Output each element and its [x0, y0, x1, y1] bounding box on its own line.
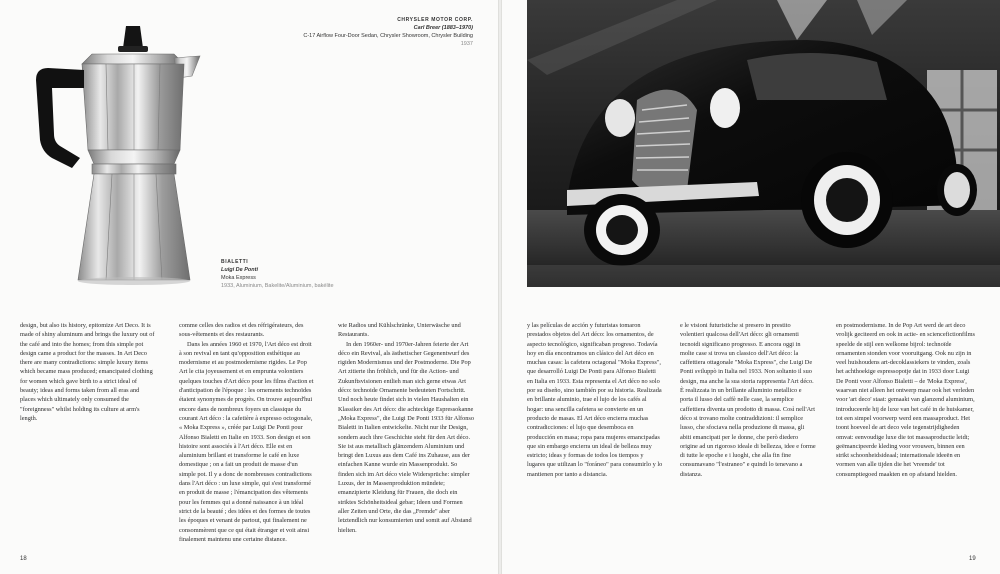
moka-express-illustration	[14, 18, 238, 296]
text-column-paragraph: Dans les années 1960 et 1970, l'Art déco est droit à son revival en tant qu'opposition esthétique au modernisme et au postmodernisme rigides. Le Pop Art le cita joyeusement et en emprunta volontiers quelques touches d'Art déco pour les films d'action et d'anticipation de l'époque : les ornements technoïdes étaient synonymes de progrès. On trouve aujourd'hui encore dans de nombreux foyers un classique du courant Art déco : la cafetière à expresso octogonale, « Moka Express », créée par Luigi De Ponti pour Alfonso Bialetti en Italie en 1933. Son design et son histoire sont associés à l'Art déco. Elle est en aluminium brillant et transforme le café en luxe domestique ; on a fait un produit de masse d'un simple pot. Il y a donc de nombreuses contradictions dans l'Art déco : un luxe simple, qui s'est transformé en produit de masse ; l'émancipation des vêtements pour les femmes qui a donné naissance à un idéal strict de la beauté ; des idées et des formes de toutes les époques et venant de partout, qui finalement ne consommèrent que ce qui était étranger et voit ainsi finalement maintenu une certaine distance.	[179, 340, 314, 543]
text-column-paragraph: e le visioni futuristiche si presero in prestito volentieri qualcosa dell'Art déco: gli ornamenti tecnoidi significano progresso. E ancora oggi in molte case si trova un classico dell'Art déco: la caffettiera ottagonale "Moka Express", che Luigi De Ponti sviluppò in Italia nel 1933. Non soltanto il suo design, ma anche la sua storia rappresenta l'Art déco. È realizzata in un brillante alluminio metallico e porta il lusso del caffè nelle case, la semplice caffettiera diventa un prodotto di massa. Così nell'Art déco si trovano molte contraddizioni: il semplice lusso, che sfociava nella produzione di massa, gli abiti emancipati per le donne, che però diedero origine ad un rigoroso ideale di bellezza, idee e forme di tutte le epoche e i luoghi, che alla fin fine consumavano "l'estraneo" e quindi lo tenevano a distanza.	[680, 322, 816, 478]
text-column-spanish	[527, 321, 663, 479]
text-column-italian	[680, 321, 816, 479]
text-column-english	[20, 321, 156, 423]
page-number-left: 18	[20, 556, 27, 562]
moka-caption	[221, 258, 341, 290]
moka-caption-designer: Luigi De Ponti	[221, 267, 258, 273]
moka-caption-details: 1933, Aluminium, Bakelite/Aluminium, bakélite	[221, 283, 334, 289]
text-column-paragraph: en postmodernisme. In de Pop Art werd de art deco vrolijk geciteerd en ook in actie- en sciencefictionfilms speelde de stijl een welkome bijrol: technoïde ornamenten stonden voor vooruitgang. Ook nu zijn in veel huishoudens art-decoklassiekers te vinden, zoals het achthoekige espressopotje dat in 1933 door Luigi De Ponti voor Alfonso Bialetti – de 'Moka Express', waarvan niet alleen het ontwerp maar ook het verleden voor 'art deco' staat: gemaakt van glanzend aluminium, introduceerde hij de luxe van het café in de huiskamer, tot een simpel voorwerp werd een massaproduct. Het toont hoeveel de art deco vele tegenstrijdigheden omvat: eenvoudige luxe die tot massaproductie leidt; geëmancipeerde kleding voor vrouwen, binnen een strikt schoonheidsideaal; internationale ideeën en vormen van alle tijden die het 'vreemde' tot consumptiegoed maakten en op afstand hielden.	[836, 322, 976, 478]
text-column-paragraph: design, but also its history, epitomize Art Deco. It is made of shiny aluminum and brings the luxury out of the café and into the homes; from this simple pot design came a product for the masses. In Art Deco there are many contradictions: simple luxury items which became mass produced; emancipated clothing for women which gave birth to a strict ideal of beauty; ideas and forms taken from all eras and places which ultimately only consumed the "foreignness" whilst holding its culture at arm's length.	[20, 322, 155, 422]
text-column-german	[338, 321, 474, 535]
text-column-paragraph: comme celles des radios et des réfrigérateurs, des sous-vêtements et des restaurants.	[179, 322, 304, 339]
text-column-dutch	[836, 321, 978, 479]
text-column-paragraph: y las películas de acción y futuristas tomaron prestados objetos del Art déco: los ornamentos, de aspecto tecnológico, significaban progreso. Todavía hoy en día encontramos un clásico del Art déco en muchas casas: la cafetera octagonal "Moka Express", que desarrolló Luigi De Ponti para Alfonso Bialetti en Italia en 1933. Esta representa el Art déco no solo por su diseño, sino también por su historia. Realizada en brillante aluminio, trae el lujo de los cafés al hogar: una sencilla cafetera se convierte en un producto de masas. El Art déco encierra muchas contradicciones: el lujo que desemboca en producción en masa; ropa para mujeres emancipadas que sin embargo encierra un ideal de belleza muy estricto; ideas y formas de todos los tiempos y lugares que utilizan lo "foráneo" para consumirlo y lo mantienen por tanto a distancia.	[527, 322, 663, 478]
gutter	[498, 0, 502, 574]
car-caption-kicker: CHRYSLER MOTOR CORP.	[397, 17, 473, 23]
text-column-paragraph: In den 1960er- und 1970er-Jahren feierte der Art déco ein Revival, als ästhetischer Gegenentwurf des rigiden Modernismus und der Postmoderne. Die Pop Art zitierte ihn fröhlich, und für die Action- und Zukunftsvisionen entlieh man sich gerne etwas Art déco: technoide Ornamente bedeuteten Fortschritt. Und noch heute findet sich in vielen Haushalten ein Klassiker des Art déco: die achteckige Espressokanne „Moka Express", die Luigi De Ponti 1933 für Alfonso Bialetti in Italien entwickelte. Nicht nur ihr Design, sondern auch ihre Geschichte steht für den Art déco. Sie ist aus metallisch glänzendem Aluminium und bringt den Luxus aus dem Café ins Zuhause, aus der einfachen Kanne wurde ein Massenprodukt. So finden sich im Art déco viele Widersprüche: simpler Luxus, der in Massenproduktion mündete; emanzipierte Kleidung für Frauen, die doch ein striktes Schönheitsideal gebar; Ideen und Formen aller Zeiten und Orte, die das „Fremde" aber letztendlich nur konsumierten und somit auf Abstand hielten.	[338, 340, 475, 534]
page-number-right: 19	[969, 556, 976, 562]
moka-caption-product: Moka Express	[221, 275, 256, 281]
text-column-french	[179, 321, 315, 544]
moka-caption-kicker: BIALETTI	[221, 259, 249, 265]
chrysler-airflow-photo	[527, 0, 1000, 287]
car-caption-product: C-17 Airflow Four-Door Sedan, Chrysler Showroom, Chrysler Building	[303, 33, 473, 39]
car-caption	[298, 16, 473, 48]
car-caption-designer: Carl Breer (1883–1970)	[413, 25, 473, 31]
text-column-paragraph: wie Radios und Kühlschränke, Unterwäsche und Restaurants.	[338, 322, 461, 339]
car-caption-year: 1937	[460, 41, 473, 47]
